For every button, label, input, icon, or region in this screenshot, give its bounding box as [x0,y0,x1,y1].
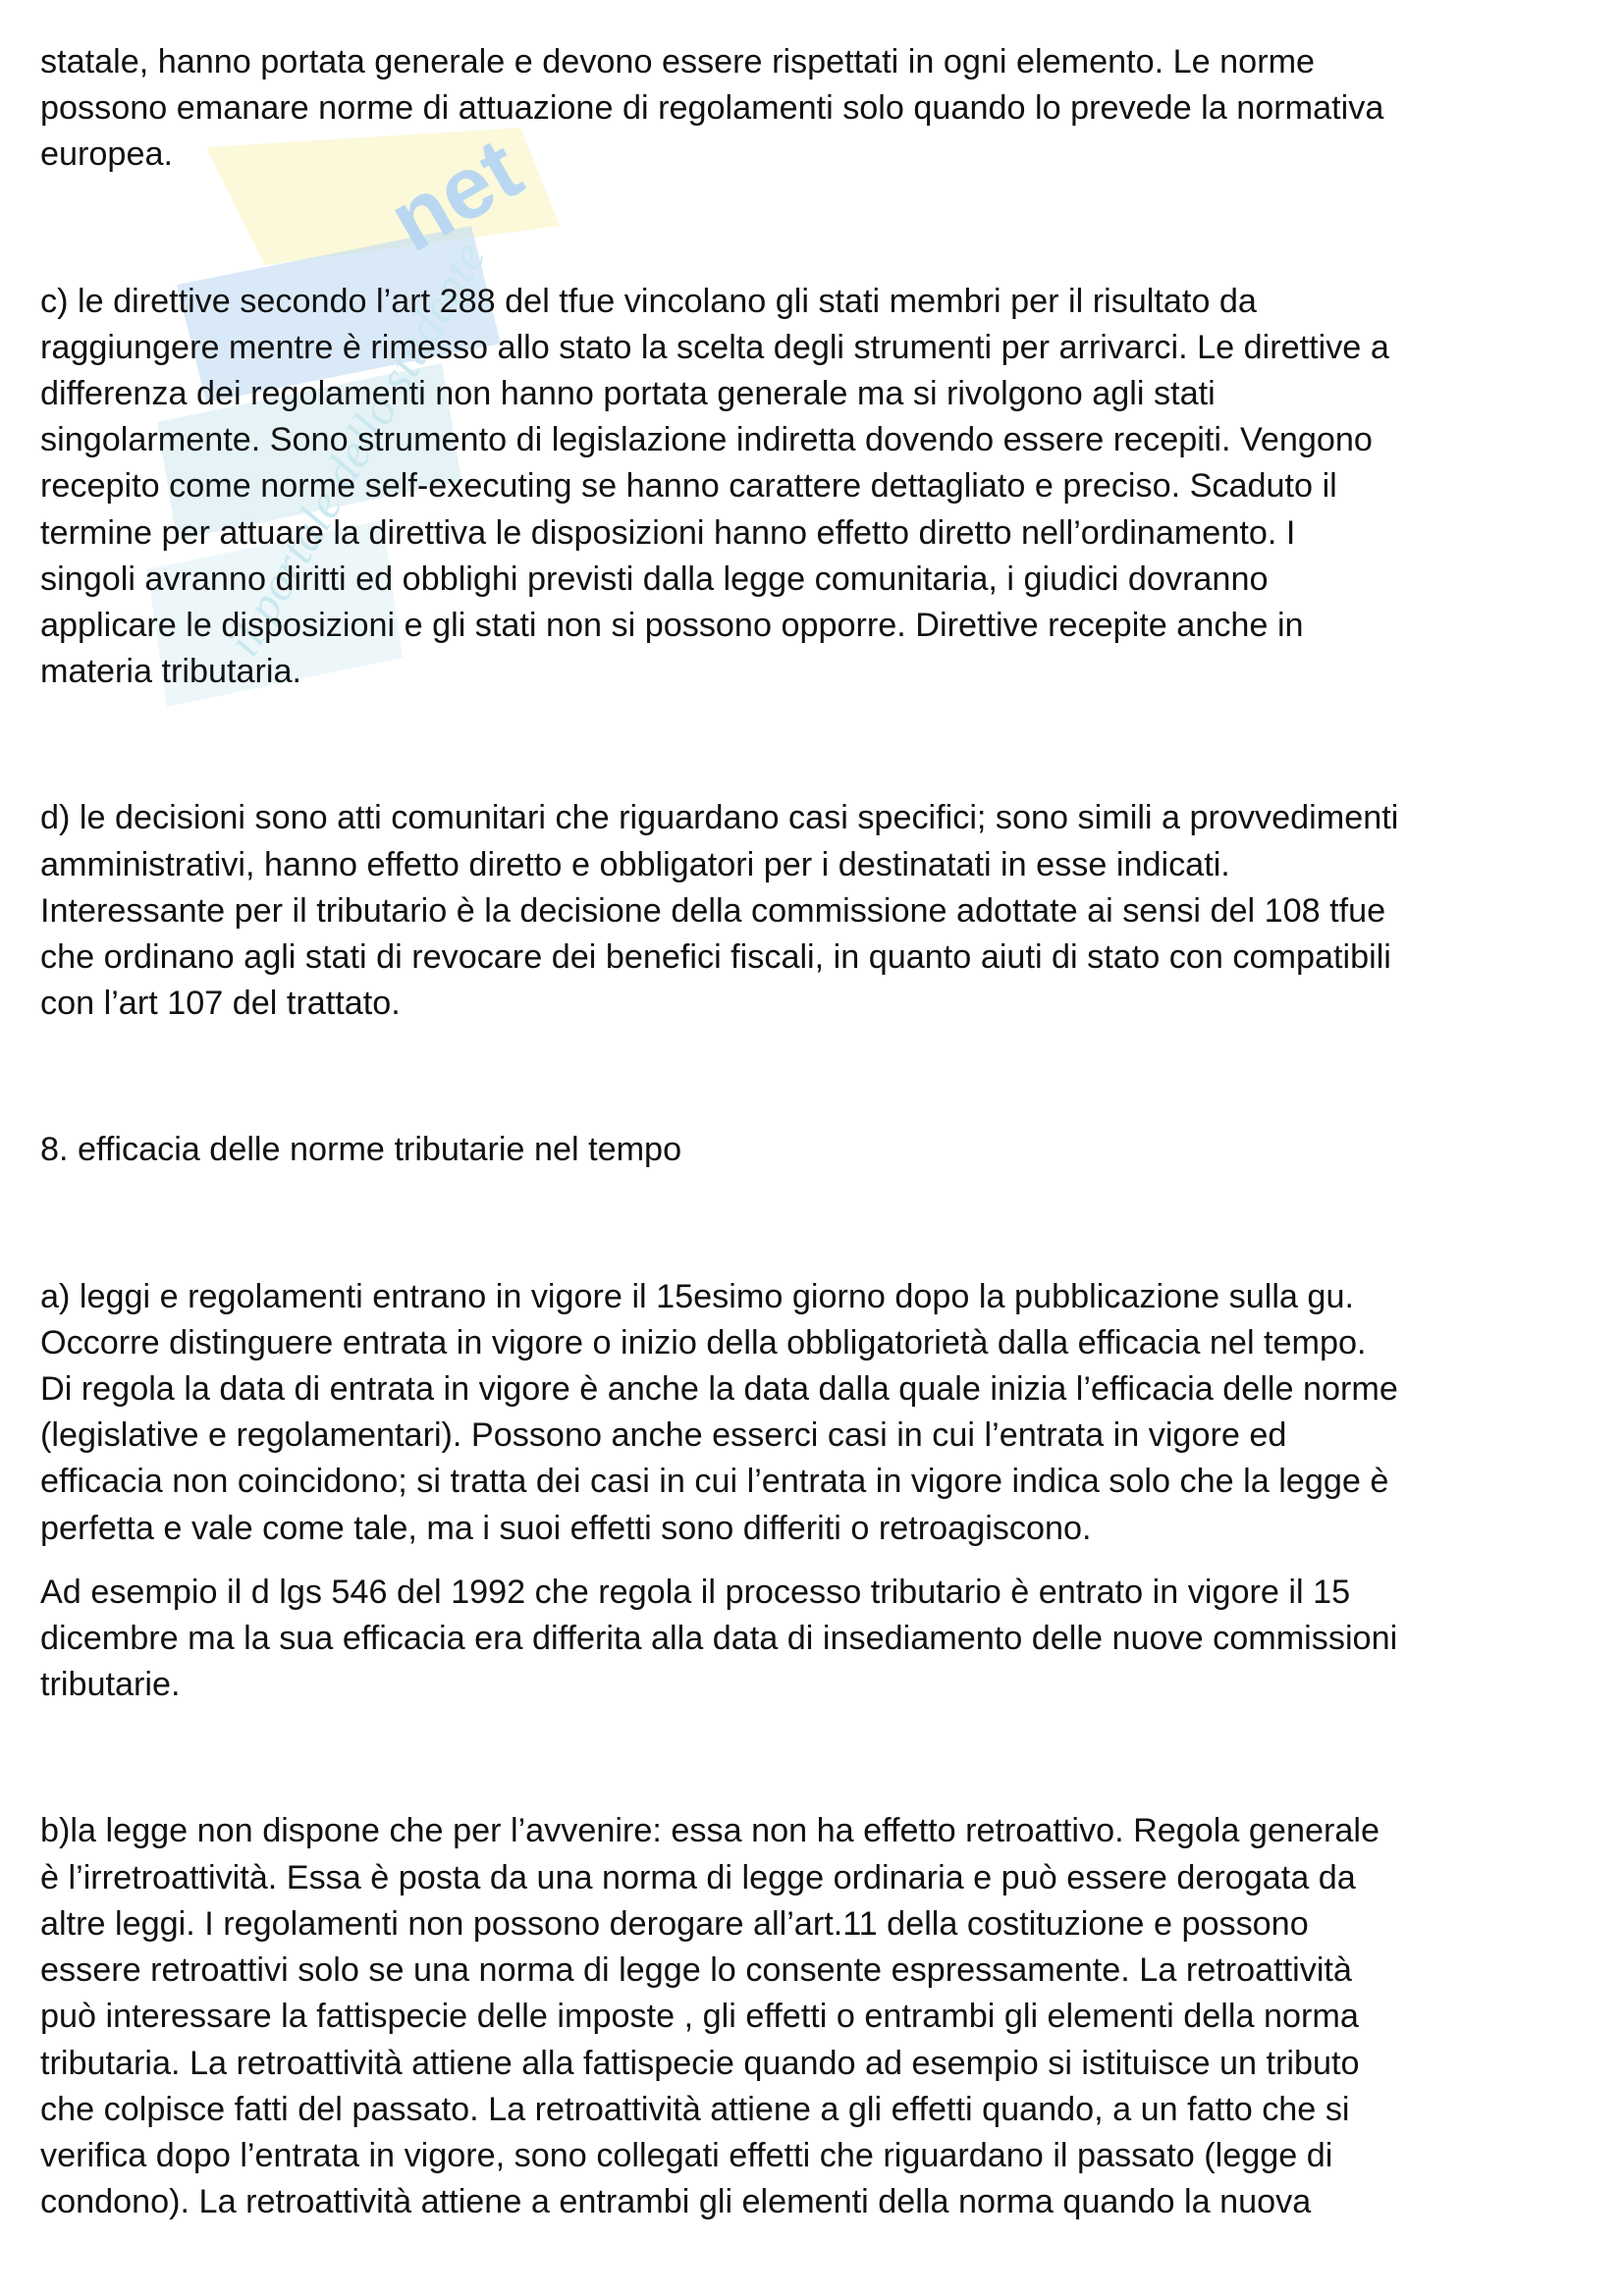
text-line: singolarmente. Sono strumento di legislazione indiretta dovendo essere recepiti. Vengono [40,421,1373,459]
text-line: altre leggi. I regolamenti non possono derogare all’art.11 della costituzione e possono [40,1904,1309,1943]
paragraph-decisioni [40,795,1596,1027]
text-line: b)la legge non dispone che per l’avvenire: essa non ha effetto retroattivo. Regola generale [40,1812,1380,1850]
text-line: (legislative e regolamentari). Possono anche esserci casi in cui l’entrata in vigore ed [40,1416,1287,1455]
paragraph-regolamenti-end [40,39,1596,179]
text-line: Ad esempio il d lgs 546 del 1992 che regola il processo tributario è entrato in vigore il 15 [40,1573,1351,1611]
text-line: verifica dopo l’entrata in vigore, sono collegati effetti che riguardano il passato (legge di [40,2136,1333,2174]
heading-text: 8. efficacia delle norme tributarie nel tempo [40,1131,682,1169]
text-line: statale, hanno portata generale e devono essere rispettati in ogni elemento. Le norme [40,43,1316,80]
text-line: efficacia non coincidono; si tratta dei casi in cui l’entrata in vigore indica solo che la legge è [40,1463,1389,1501]
text-line: perfetta e vale come tale, ma i suoi effetti sono differiti o retroagiscono. [40,1509,1092,1547]
document-page [40,39,1596,2225]
section-heading [40,1127,1596,1173]
text-line: raggiungere mentre è rimesso allo stato la scelta degli strumenti per arrivarci. Le direttive a [40,328,1389,366]
text-line: che colpisce fatti del passato. La retroattività attiene a gli effetti quando, a un fatto che si [40,2090,1350,2128]
text-line: Occorre distinguere entrata in vigore o inizio della obbligatorietà dalla efficacia nel tempo. [40,1323,1367,1362]
text-line: materia tributaria. [40,653,302,691]
text-line: d) le decisioni sono atti comunitari che riguardano casi specifici; sono simili a provvedimenti [40,799,1399,837]
text-line: possono emanare norme di attuazione di regolamenti solo quando lo prevede la normativa [40,89,1384,128]
text-line: c) le direttive secondo l’art 288 del tfue vincolano gli stati membri per il risultato da [40,282,1257,320]
text-line: tributarie. [40,1666,181,1704]
text-line: che ordinano agli stati di revocare dei benefici fiscali, in quanto aiuti di stato con compatibili [40,938,1391,977]
text-line: può interessare la fattispecie delle imposte , gli effetti o entrambi gli elementi della norma [40,1998,1359,2036]
text-line: europea. [40,135,173,174]
text-line: a) leggi e regolamenti entrano in vigore il 15esimo giorno dopo la pubblicazione sulla gu. [40,1277,1354,1315]
paragraph-retroattivita [40,1808,1596,2225]
text-line: con l’art 107 del trattato. [40,985,401,1023]
text-line: essere retroattivi solo se una norma di legge lo consente espressamente. La retroattività [40,1951,1352,1990]
text-line: condono). La retroattività attiene a entrambi gli elementi della norma quando la nuova [40,2183,1312,2221]
watermark-text-main: net [373,119,538,271]
paragraph-direttive [40,279,1596,696]
text-line: recepito come norme self-executing se hanno carattere dettagliato e preciso. Scaduto il [40,467,1337,506]
watermark-text-sub: il portale dello studente [214,232,497,666]
text-line: è l’irretroattività. Essa è posta da una norma di legge ordinaria e può essere derogata da [40,1858,1356,1896]
text-line: singoli avranno diritti ed obblighi previsti dalla legge comunitaria, i giudici dovranno [40,560,1269,598]
text-line: termine per attuare la direttiva le disposizioni hanno effetto diretto nell’ordinamento. I [40,513,1296,552]
text-line: amministrativi, hanno effetto diretto e obbligatori per i destinatati in esse indicati. [40,845,1230,883]
text-line: Di regola la data di entrata in vigore è anche la data dalla quale inizia l’efficacia delle norme [40,1370,1398,1409]
text-line: tributaria. La retroattività attiene alla fattispecie quando ad esempio si istituisce un tributo [40,2044,1360,2082]
text-line: differenza dei regolamenti non hanno portata generale ma si rivolgono agli stati [40,375,1216,413]
text-line: applicare le disposizioni e gli stati non si possono opporre. Direttive recepite anche in [40,607,1304,645]
text-line: dicembre ma la sua efficacia era differita alla data di insediamento delle nuove commissioni [40,1620,1398,1658]
paragraph-esempio-dlgs [40,1570,1596,1709]
paragraph-entrata-in-vigore [40,1274,1596,1552]
text-line: Interessante per il tributario è la decisione della commissione adottate ai sensi del 108 tfue [40,891,1386,930]
